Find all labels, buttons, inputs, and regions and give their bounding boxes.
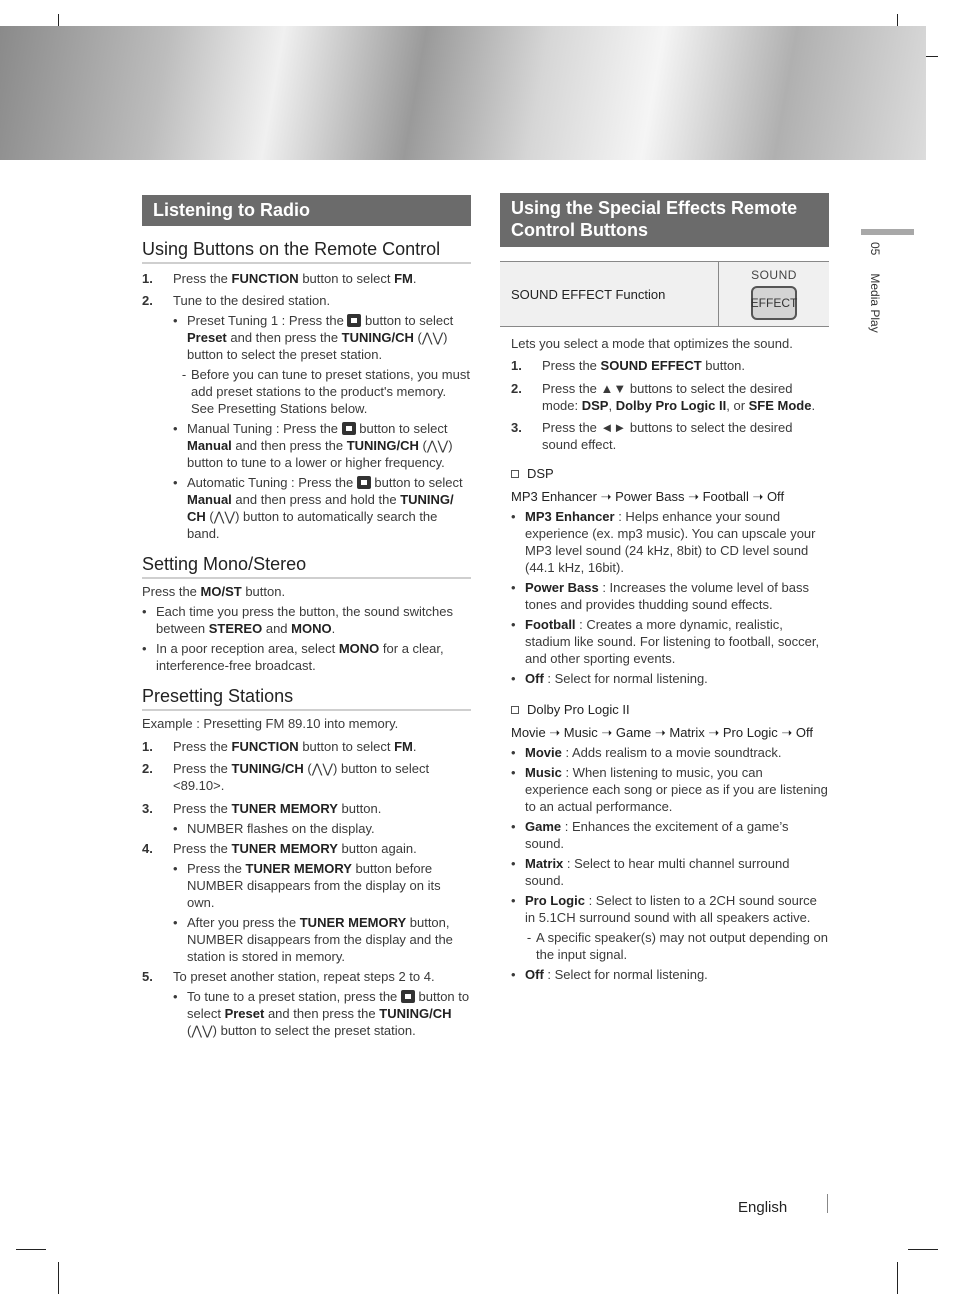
list-item: • Preset Tuning 1 : Press the button to select Preset and then press the TUNING/CH (⋀⋁) button to select the preset station.	[173, 313, 454, 362]
up-down-icon: ⋀⋁	[311, 761, 334, 776]
paragraph: Example : Presetting FM 89.10 into memory.	[142, 716, 399, 731]
subsection-label: DSP	[511, 465, 829, 482]
crop-mark	[897, 1262, 898, 1294]
subsection-title: Setting Mono/Stereo	[142, 556, 471, 579]
list-item: • Matrix : Select to hear multi channel surround sound.	[511, 856, 790, 888]
list-item: • Movie : Adds realism to a movie soundtrack.	[511, 745, 782, 760]
up-down-icon: ⋀⋁	[191, 1023, 213, 1038]
step: 4. Press the TUNER MEMORY button again.	[142, 841, 417, 856]
list-item: • Music : When listening to music, you can experience each song or piece as if you are listening to an actual performance.	[511, 765, 828, 814]
step: 1. Press the SOUND EFFECT button.	[511, 358, 746, 373]
sound-effect-button-icon: EFFECT	[751, 286, 797, 320]
header-banner	[0, 26, 926, 160]
checkbox-icon	[511, 470, 519, 478]
paragraph: Press the MO/ST button.	[142, 584, 286, 599]
step: 3. Press the TUNER MEMORY button.	[142, 801, 382, 816]
mode-sequence: Movie ➝ Music ➝ Game ➝ Matrix ➝ Pro Logic ➝ Off	[511, 725, 814, 740]
chapter-tab	[861, 229, 914, 235]
list-item: • Power Bass : Increases the volume level of bass tones and provides thudding sound effects.	[511, 580, 809, 612]
list-item: • To tune to a preset station, press the button to select Preset and then press the TUNING/CH (⋀⋁) button to select the preset station.	[173, 989, 470, 1038]
function-table	[500, 261, 829, 327]
step: 1. Press the FUNCTION button to select FM.	[142, 739, 417, 754]
list-item: • After you press the TUNER MEMORY button, NUMBER disappears from the display and the station is stored in memory.	[173, 915, 453, 964]
checkbox-icon	[511, 706, 519, 714]
list-item: • Manual Tuning : Press the button to select Manual and then press the TUNING/CH (⋀⋁) button to tune to a lower or higher frequency.	[173, 421, 453, 470]
footer-language: English	[738, 1199, 788, 1216]
list-item: • Each time you press the button, the sound switches between STEREO and MONO.	[142, 604, 454, 636]
step: 5. To preset another station, repeat steps 2 to 4.	[142, 969, 435, 984]
list-item: • Football : Creates a more dynamic, realistic, stadium like sound. For listening to football, soccer, and other sporting events.	[511, 617, 820, 666]
stop-button-icon	[401, 990, 415, 1003]
section-title: Listening to Radio	[142, 195, 471, 226]
list-item: • In a poor reception area, select MONO for a clear, interference-free broadcast.	[142, 641, 444, 673]
up-down-icon: ⋀⋁	[421, 330, 444, 345]
list-item: • Pro Logic : Select to listen to a 2CH sound source in 5.1CH surround sound with all speakers active.	[511, 893, 817, 925]
step: 2. Press the ▲▼ buttons to select the desired mode: DSP, Dolby Pro Logic II, or SFE Mode.	[511, 381, 816, 413]
step: 2. Press the TUNING/CH (⋀⋁) button to select <89.10>.	[142, 761, 430, 793]
mode-sequence: MP3 Enhancer ➝ Power Bass ➝ Football ➝ Off	[511, 489, 785, 504]
list-item: • MP3 Enhancer : Helps enhance your sound experience (ex. mp3 music). You can upscale your MP3 level sound (24 kHz, 8bit) to CD level sound (44.1 kHz, 16bit).	[511, 509, 816, 575]
list-item: • NUMBER flashes on the display.	[173, 821, 375, 836]
list-item: • Press the TUNER MEMORY button before NUMBER disappears from the display on its own.	[173, 861, 441, 910]
right-column	[511, 335, 829, 983]
paragraph: Lets you select a mode that optimizes the sound.	[511, 336, 793, 351]
list-item: • Game : Enhances the excitement of a game’s sound.	[511, 819, 789, 851]
list-item: • Off : Select for normal listening.	[511, 671, 708, 686]
stop-button-icon	[342, 422, 356, 435]
section-title: Using the Special Effects Remote Control Buttons	[500, 193, 829, 247]
step: 1. Press the FUNCTION button to select FM.	[142, 271, 417, 286]
up-down-icon: ⋀⋁	[426, 438, 449, 453]
list-item: • Off : Select for normal listening.	[511, 967, 708, 982]
crop-mark	[58, 1262, 59, 1294]
sound-label: SOUND	[751, 268, 797, 282]
step: 3. Press the ◄► buttons to select the desired sound effect.	[511, 420, 793, 452]
crop-mark	[16, 1249, 46, 1250]
crop-mark	[908, 1249, 938, 1250]
subsection-title: Using Buttons on the Remote Control	[142, 241, 471, 264]
up-down-icon: ⋀⋁	[213, 509, 236, 524]
subsection-label: Dolby Pro Logic II	[511, 701, 829, 718]
stop-button-icon	[357, 476, 371, 489]
step: 2. Tune to the desired station.	[142, 293, 331, 308]
list-item: • Automatic Tuning : Press the button to select Manual and then press and hold the TUNING/ CH (⋀⋁) button to automatically search the band.	[173, 475, 463, 541]
footer-divider	[827, 1194, 828, 1213]
chapter-label: 05Media Play	[868, 242, 882, 333]
subsection-title: Presetting Stations	[142, 688, 471, 711]
table-label: SOUND EFFECT Function	[500, 262, 719, 326]
note: - A specific speaker(s) may not output depending on the input signal.	[526, 930, 828, 962]
stop-button-icon	[347, 314, 361, 327]
note: - Before you can tune to preset stations, you must add preset stations to the product's memory. See Presetting Stations below.	[181, 367, 470, 416]
